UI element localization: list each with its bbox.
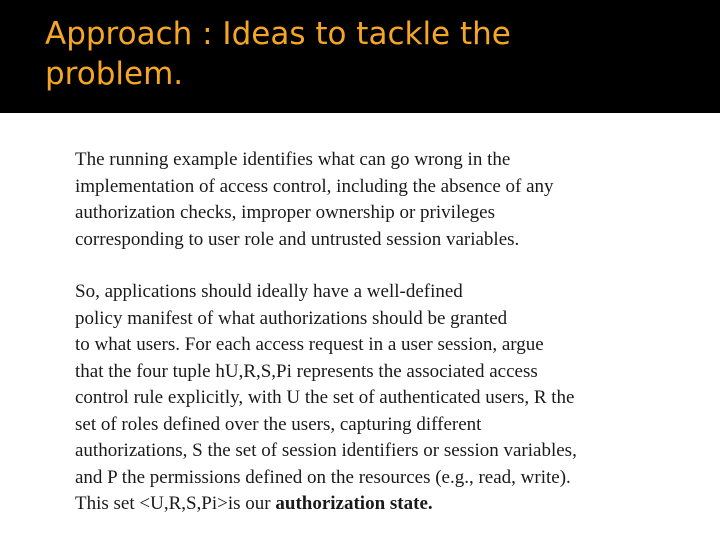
text-line: The running example identifies what can go wrong in the — [75, 149, 511, 170]
slide-body — [75, 147, 675, 518]
text-line: set of roles defined over the users, capturing different — [75, 413, 482, 435]
paragraph-2 — [75, 279, 675, 518]
text-line: So, applications should ideally have a well-defined — [75, 281, 463, 302]
text-line: implementation of access control, including the absence of any — [75, 175, 554, 197]
title-line: Approach : Ideas to tackle the — [45, 16, 511, 52]
text-line: corresponding to user role and untrusted session variables. — [75, 228, 520, 250]
authorization-state-term: authorization state. — [275, 493, 433, 514]
title-line: problem. — [45, 56, 184, 92]
text-line: control rule explicitly, with U the set of authenticated users, R the — [75, 387, 575, 408]
title-bar — [0, 0, 720, 113]
text-line: policy manifest of what authorizations should be granted — [75, 307, 508, 329]
paragraph-1 — [75, 147, 675, 253]
text-line: that the four tuple hU,R,S,Pi represents the associated access — [75, 360, 538, 382]
text-line: authorization checks, improper ownership or privileges — [75, 202, 495, 223]
slide-title — [45, 14, 685, 94]
final-line-prefix: This set <U,R,S,Pi>is our — [75, 493, 276, 514]
text-line: authorizations, S the set of session identifiers or session variables, — [75, 440, 577, 461]
text-line: to what users. For each access request in a user session, argue — [75, 334, 544, 355]
final-line — [75, 491, 675, 518]
text-line: and P the permissions defined on the resources (e.g., read, write). — [75, 466, 571, 488]
